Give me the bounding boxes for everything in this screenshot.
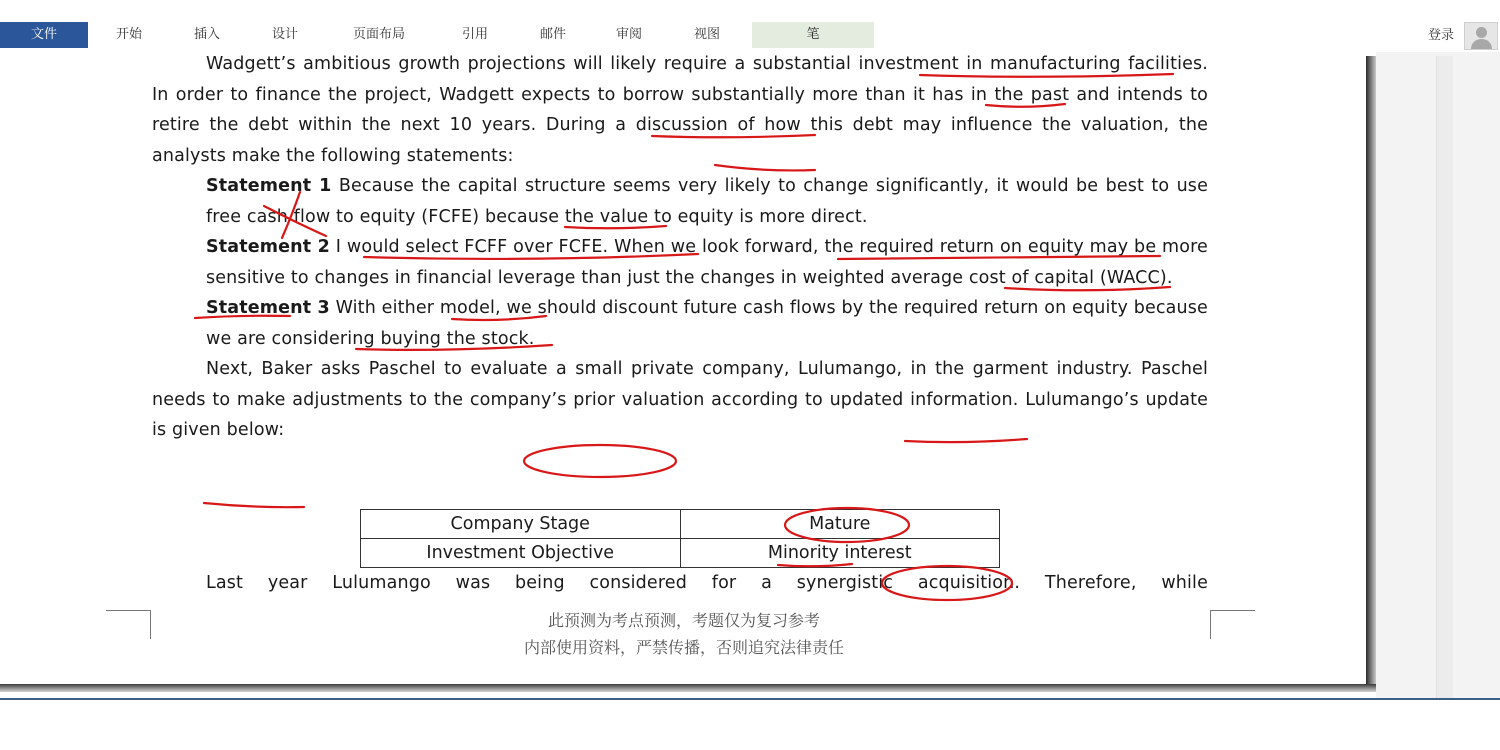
status-bar — [0, 700, 1500, 750]
lulumango-table — [360, 509, 1000, 568]
document-body — [152, 49, 1208, 446]
table-cell: Investment Objective — [361, 539, 681, 568]
page-shadow-bottom — [0, 684, 1376, 692]
statement-1 — [152, 171, 1208, 232]
tab-file[interactable]: 文件 — [0, 22, 88, 48]
statement-label: Statement 1 — [206, 176, 332, 196]
vertical-scrollbar[interactable] — [1436, 56, 1453, 698]
document-body-continued — [152, 568, 1208, 599]
tab-mailings[interactable]: 邮件 — [539, 27, 566, 42]
tab-references[interactable]: 引用 — [461, 27, 488, 42]
statement-label: Statement 3 — [206, 298, 330, 318]
statement-2 — [152, 232, 1208, 293]
table-row — [361, 539, 1000, 568]
ribbon — [0, 0, 1500, 52]
table-cell: Company Stage — [361, 510, 681, 539]
tab-design[interactable]: 设计 — [271, 27, 298, 42]
table-cell: Minority interest — [680, 539, 1000, 568]
tab-review[interactable]: 审阅 — [615, 27, 642, 42]
tab-home[interactable]: 开始 — [115, 27, 142, 42]
statement-text: I would select FCFF over FCFE. When we look forward, the required return on equity may be more sensitive to changes in financial leverage than just the changes in weighted average cost of capital (WACC). — [206, 237, 1208, 288]
tab-insert[interactable]: 插入 — [193, 27, 220, 42]
statement-text: Because the capital structure seems very likely to change significantly, it would be best to use free cash flow to equity (FCFE) because the value to equity is more direct. — [206, 176, 1208, 227]
paragraph-3: Last year Lulumango was being considered for a synergistic acquisition. Therefore, while — [206, 573, 1208, 593]
tab-view[interactable]: 视图 — [693, 27, 720, 42]
avatar-icon[interactable] — [1464, 22, 1498, 50]
statement-3 — [152, 293, 1208, 354]
login-link[interactable]: 登录 — [1427, 28, 1454, 43]
footer-note-1: 此预测为考点预测，考题仅为复习参考 — [547, 611, 820, 630]
tab-layout[interactable]: 页面布局 — [352, 27, 405, 42]
paragraph-1: Wadgett’s ambitious growth projections will likely require a substantial investment in manufacturing facilities. In order to finance the project, Wadgett expects to borrow substantially more than it has in the past and intends to retire the debt within the next 10 years. During a discussion of how this debt may influence the valuation, the analysts make the following statements: — [152, 54, 1208, 166]
footer-note-2: 内部使用资料，严禁传播，否则追究法律责任 — [523, 638, 844, 657]
tab-pen[interactable]: 笔 — [752, 22, 874, 48]
page-shadow — [1366, 56, 1376, 692]
table-cell: Mature — [680, 510, 1000, 539]
table-row — [361, 510, 1000, 539]
statement-text: With either model, we should discount future cash flows by the required return on equity because we are considering buying the stock. — [206, 298, 1208, 349]
statement-label: Statement 2 — [206, 237, 330, 257]
paragraph-2: Next, Baker asks Paschel to evaluate a small private company, Lulumango, in the garment industry. Paschel needs to make adjustments to the company’s prior valuation according to updated information. Lulumango’s update is given below: — [152, 359, 1208, 440]
